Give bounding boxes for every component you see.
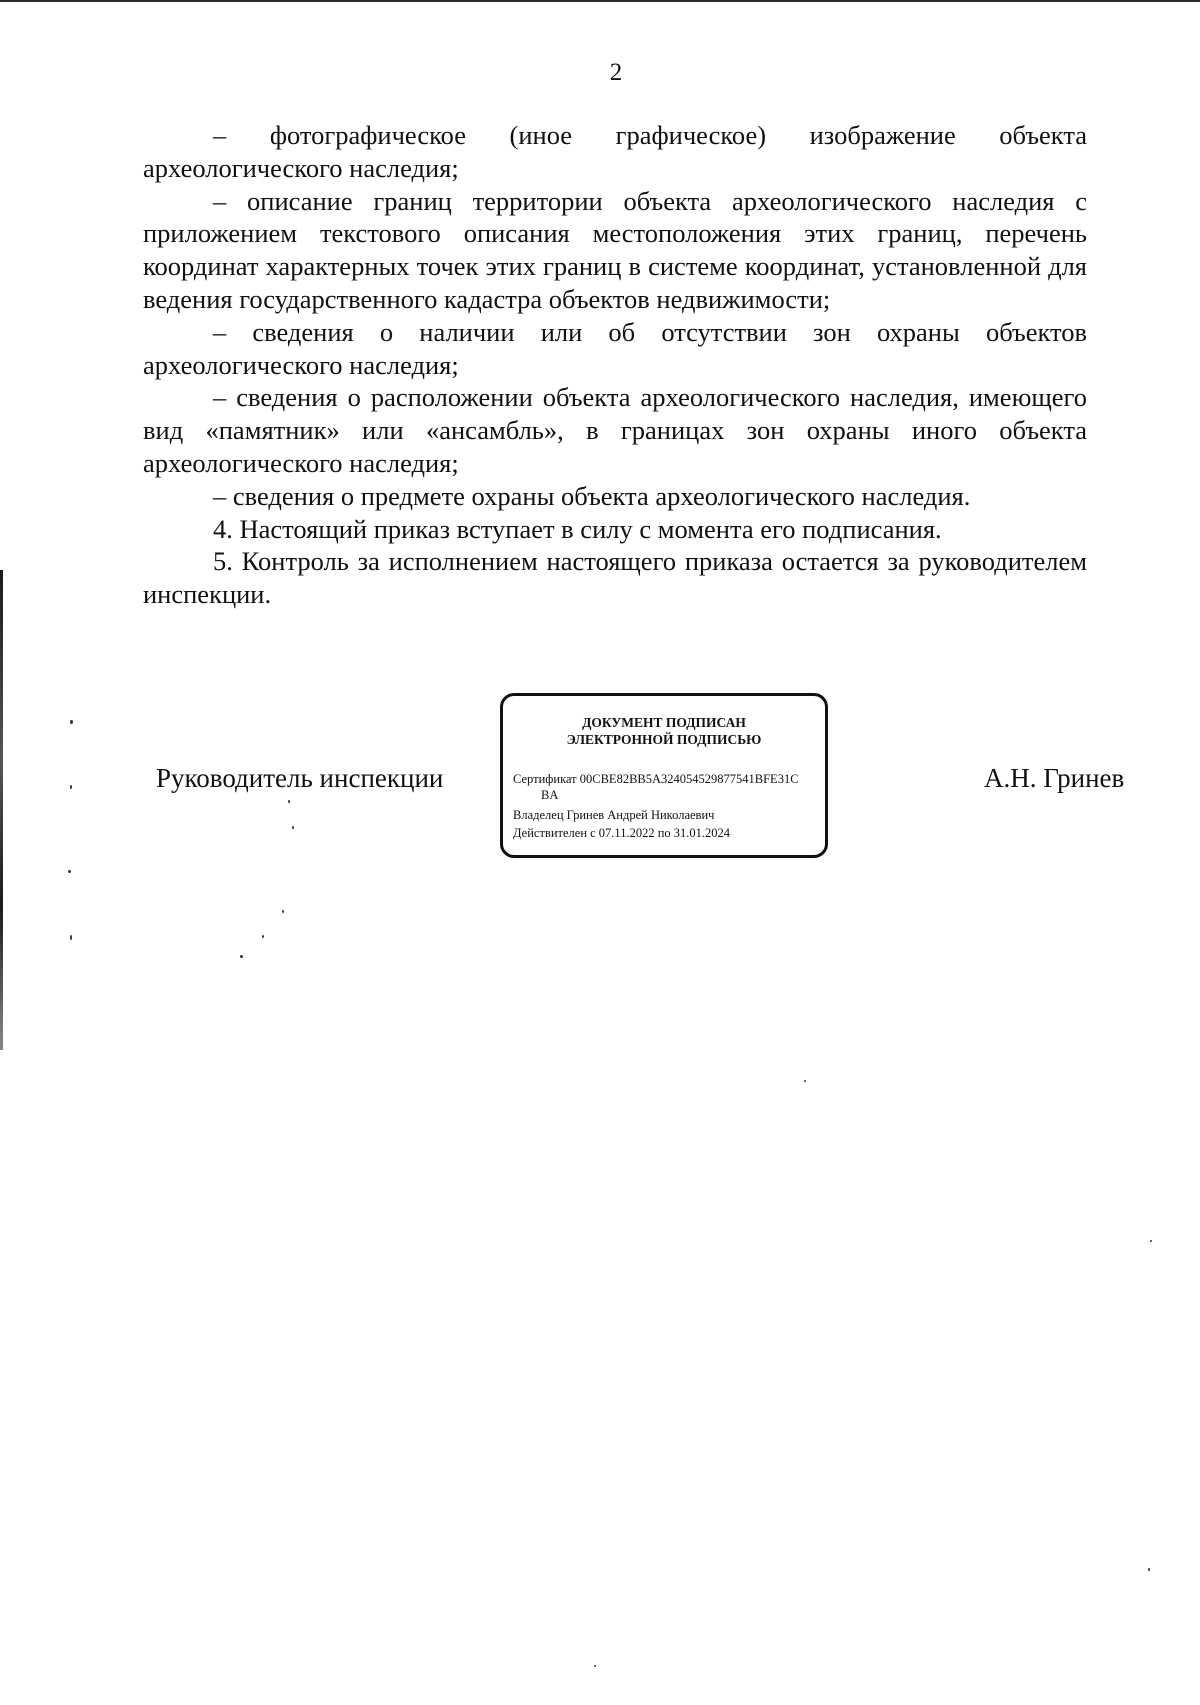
scan-speck (282, 910, 284, 913)
scan-speck (292, 826, 294, 829)
paragraph-protection-zones: – сведения о наличии или об отсутствии зон охраны объектов археологического наследия; (143, 316, 1087, 380)
scan-speck (1150, 1240, 1152, 1242)
scan-speck (70, 935, 72, 940)
paragraph-item-5: 5. Контроль за исполнением настоящего приказа остается за руководителем инспекции. (143, 546, 1087, 610)
scan-speck (1148, 1568, 1150, 1571)
scan-speck (70, 720, 73, 724)
signer-name: А.Н. Гринев (984, 763, 1125, 793)
scan-speck (594, 1665, 596, 1667)
scan-speck (240, 955, 243, 958)
paragraph-boundaries-description: – описание границ территории объекта археологического наследия с приложением текстового описания местоположения этих границ, перечень координат характерных точек этих границ в системе координат, установленной для ведения государственного кадастра объектов недвижимости; (143, 185, 1087, 314)
stamp-certificate: Сертификат 00CBE82BB5A324054529877541BFE31C (513, 772, 799, 786)
scan-speck (262, 935, 264, 938)
signer-position-title: Руководитель инспекции (156, 763, 444, 793)
paragraph-location-in-zones: – сведения о расположении объекта археологического наследия, имеющего вид «памятник» или «ансамбль», в границах зон охраны иного объекта археологического наследия; (143, 382, 1087, 478)
scan-speck (288, 800, 290, 803)
stamp-header-line-2: ЭЛЕКТРОННОЙ ПОДПИСЬЮ (566, 732, 762, 747)
paragraph-photo-image: – фотографическое (иное графическое) изображение объекта археологического наследия; (143, 120, 1087, 183)
paragraph-item-4: 4. Настоящий приказ вступает в силу с момента его подписания. (213, 513, 942, 544)
stamp-owner: Владелец Гринев Андрей Николаевич (513, 808, 715, 822)
scan-speck (68, 870, 71, 873)
paragraph-protection-subject: – сведения о предмете охраны объекта археологического наследия. (213, 480, 971, 511)
scan-speck (804, 1080, 806, 1082)
stamp-header-line-1: ДОКУМЕНТ ПОДПИСАН (582, 715, 746, 730)
stamp-validity: Действителен с 07.11.2022 по 31.01.2024 (513, 826, 731, 840)
scan-speck (70, 785, 72, 789)
page-number: 2 (609, 59, 623, 86)
stamp-certificate-continued: BA (541, 788, 559, 802)
stamp-header (503, 714, 825, 748)
electronic-signature-stamp (500, 693, 828, 858)
